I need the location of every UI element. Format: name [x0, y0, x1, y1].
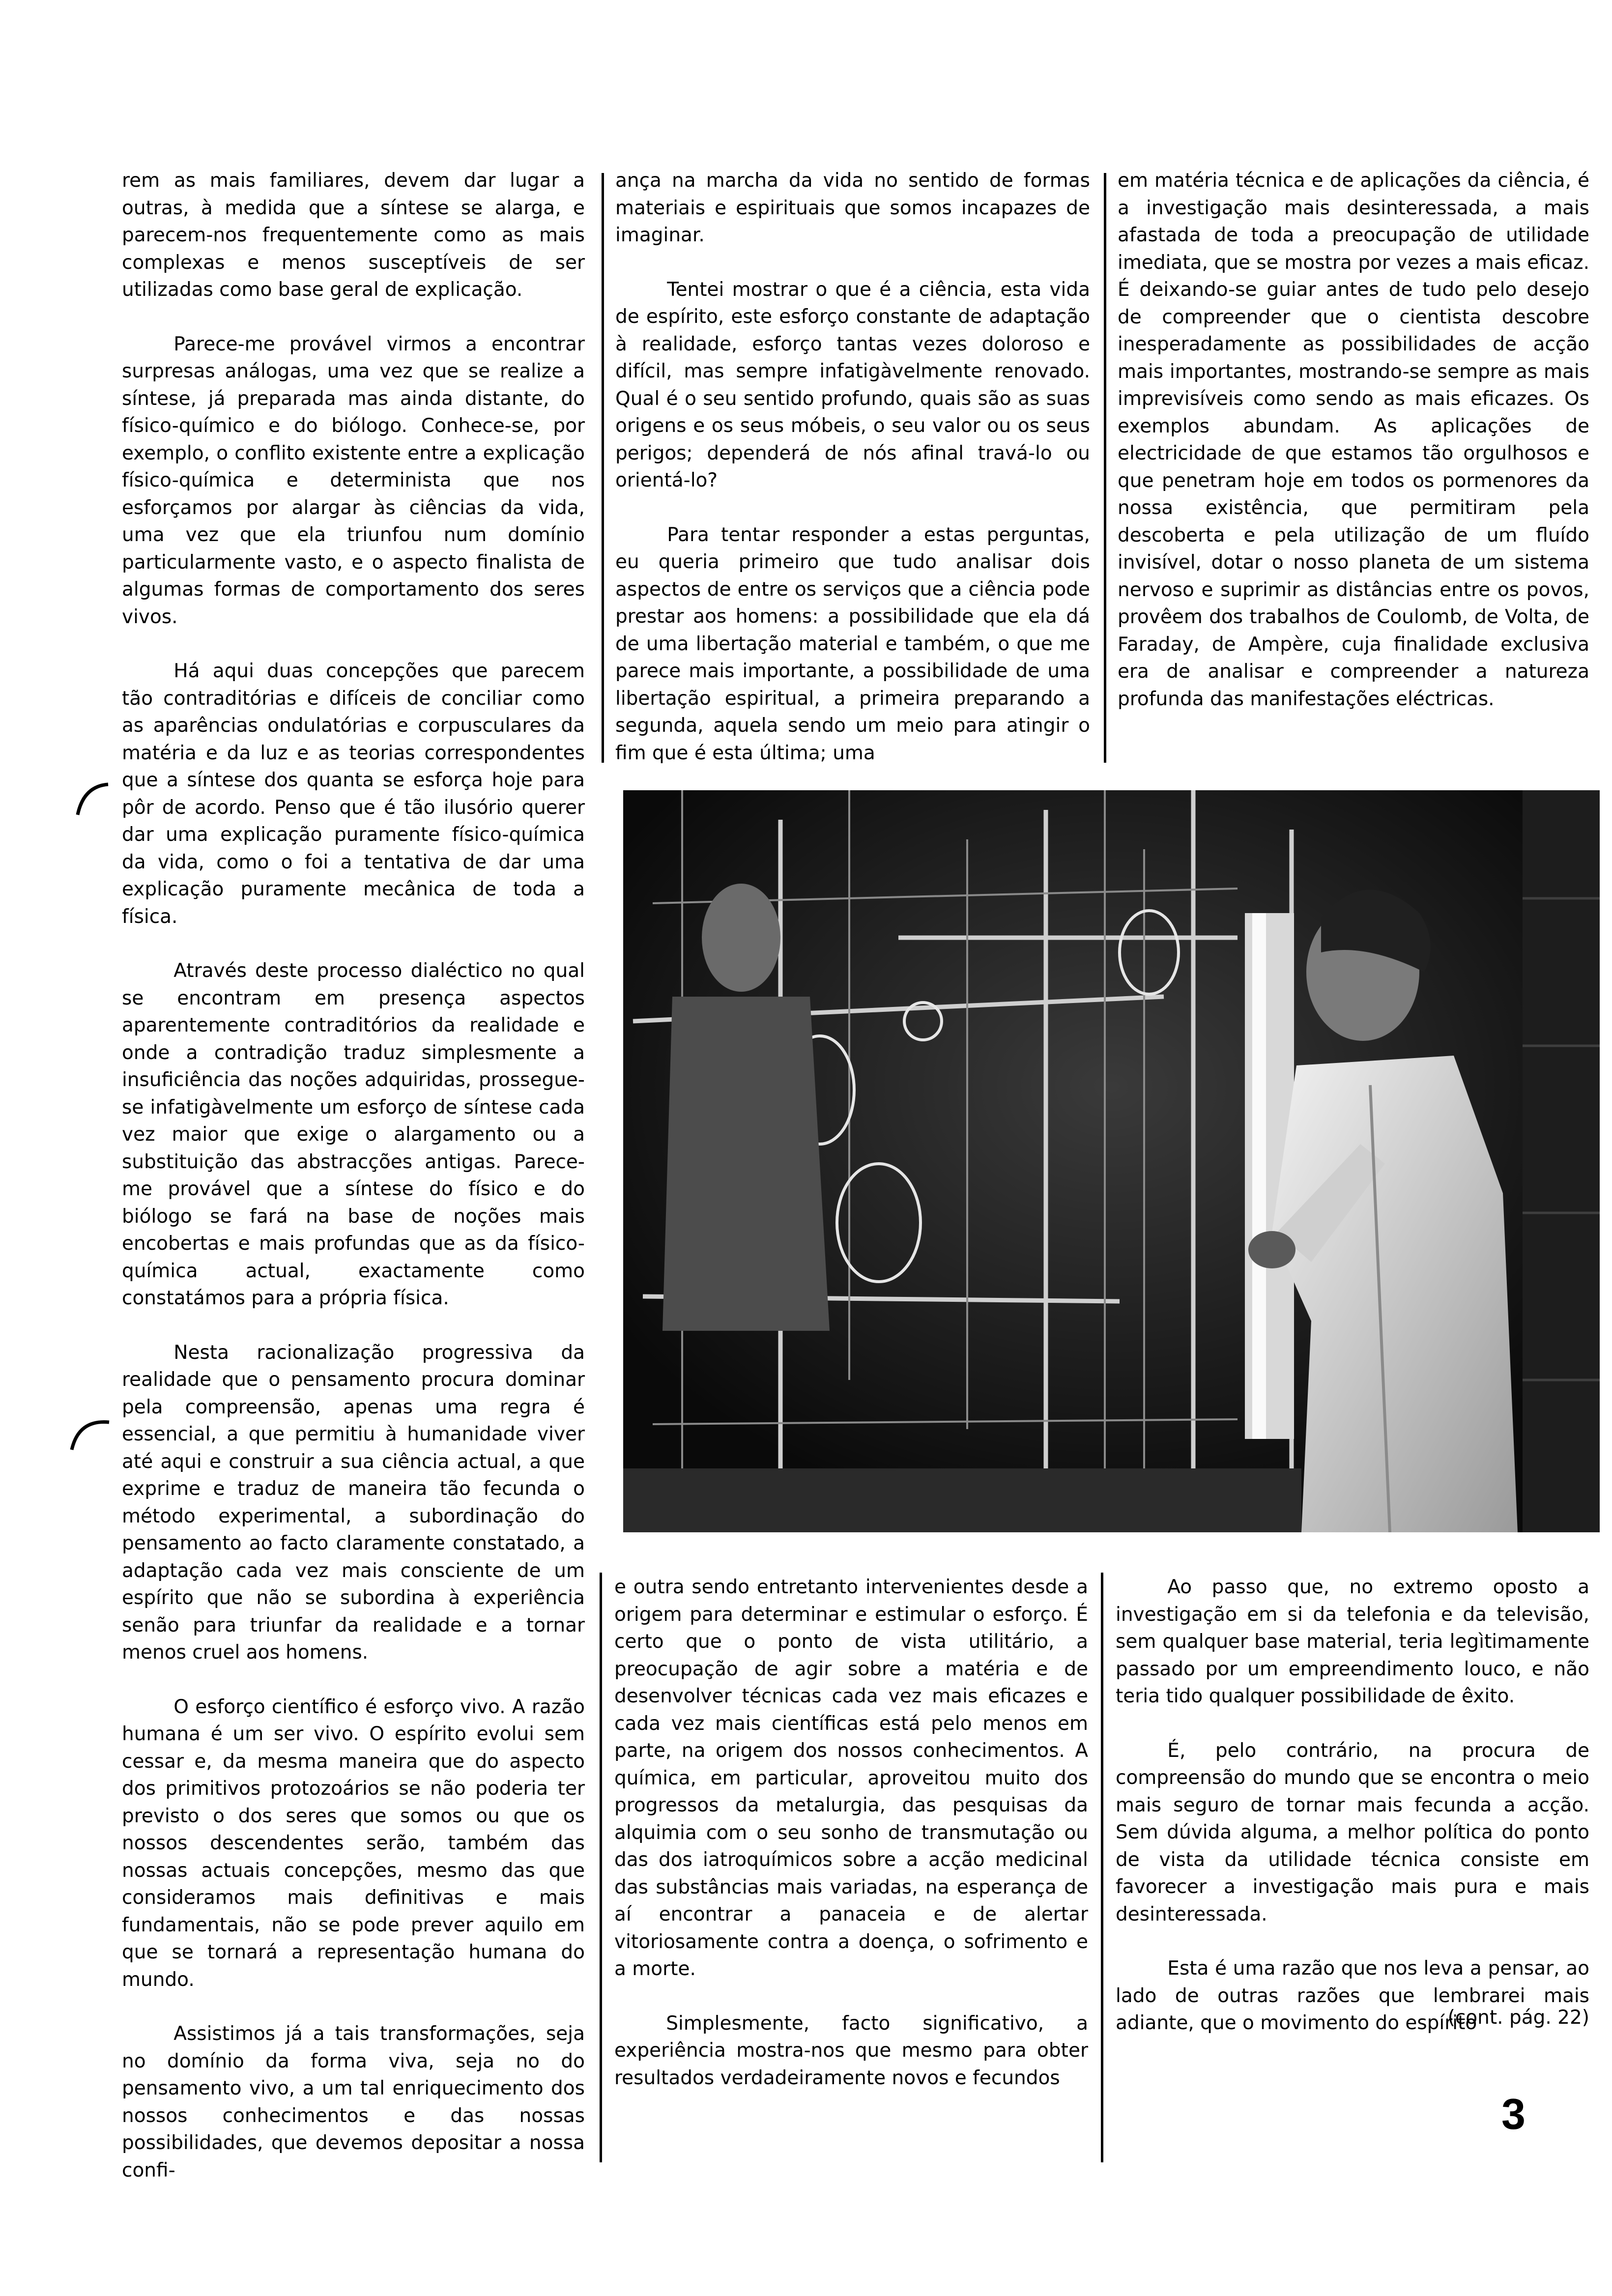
paragraph: rem as mais familiares, devem dar lugar a outras, à medida que a síntese se alarga, e parecem-nos frequentemente como as mais complexas e menos susceptíveis de ser utilizadas como base geral de explicação.: [122, 170, 585, 301]
text-column-left: [122, 167, 585, 2184]
column-rule-left-bottom: [600, 1573, 602, 2162]
margin-bracket-mark: [69, 1415, 113, 1455]
column-rule-right-bottom: [1101, 1573, 1103, 2162]
paragraph: ança na marcha da vida no sentido de formas materiais e espirituais que somos incapazes de imaginar.: [615, 170, 1090, 246]
paragraph: O esforço científico é esforço vivo. A razão humana é um ser vivo. O espírito evolui sem cessar e, da mesma maneira que do aspecto dos primitivos protozoários se não poderia ter previsto o dos seres que somos ou que os nossos descendentes serão, também das nossas actuais concepções, mesmo das que consideramos mais definitivas e mais fundamentais, não se pode prever aquilo em que se tornará a representação humana do mundo.: [122, 1695, 585, 1991]
paragraph: em matéria técnica e de aplicações da ciência, é a investigação mais desinteressada, a mais afastada de toda a preocupação de utilidade imediata, que se mostra por vezes a mais eficaz. É deixando-se guiar antes de tudo pelo desejo de compreender que o cientista descobre inesperadamente as possibilidades de acção mais importantes, mostrando-se sempre as mais imprevisíveis como sendo as mais eficazes. Os exemplos abundam. As aplicações de electricidade de que estamos tão orgulhosos e que penetram hoje em todos os pormenores da nossa existência, que permitiram pela descoberta e pela utilização de um fluído invisível, dotar o nosso planeta de um sistema nervoso e suprimir as distâncias entre os povos, provêem dos trabalhos de Coulomb, de Volta, de Faraday, de Ampère, cuja finalidade exclusiva era de analisar e compreender a natureza profunda das manifestações eléctricas.: [1118, 170, 1589, 710]
paragraph: Ao passo que, no extremo oposto a investigação em si da telefonia e da televisão, sem qualquer base material, teria legìtimamente passado por um empreendimento louco, e não teria tido qualquer possibilidade de êxito.: [1116, 1576, 1589, 1707]
laboratory-photograph: [623, 790, 1600, 1532]
page-number: 3: [1501, 2090, 1526, 2138]
text-column-middle-bottom: [614, 1574, 1088, 2092]
paragraph: Para tentar responder a estas perguntas, eu queria primeiro que tudo analisar dois aspectos de entre os serviços que a ciência pode prestar aos homens: a possibilidade que ela dá de uma libertação material e também, o que me parece mais importante, a possibilidade de uma libertação espiritual, a primeira preparando a segunda, aquela sendo um meio para atingir o fim que é esta última; uma: [615, 523, 1090, 764]
paragraph: e outra sendo entretanto intervenientes desde a origem para determinar e estimular o esforço. É certo que o ponto de vista utilitário, a preocupação de agir sobre a matéria e de desenvolver técnicas cada vez mais eficazes e cada vez mais científicas está pelo menos em parte, na origem dos nossos conhecimentos. A química, em particular, aproveitou muito dos progressos da metalurgia, das pesquisas da alquimia com o seu sonho de transmutação ou das dos iatroquímicos sobre a acção medicinal das substâncias mais variadas, na esperança de aí encontrar a panaceia e de alertar vitoriosamente contra a doença, o sofrimento e a morte.: [614, 1576, 1088, 1980]
paragraph: Através deste processo dialéctico no qual se encontram em presença aspectos aparentemente contraditórios da realidade e onde a contradição traduz simplesmente a insuficiência das noções adquiridas, prossegue-se infatigàvelmente um esforço de síntese cada vez maior que exige o alargamento ou a substituição das abstracções antigas. Parece-me provável que a síntese do físico e do biólogo se fará na base de noções mais encobertas e mais profundas que as da físico-química actual, exactamente como constatámos para a própria física.: [122, 960, 585, 1309]
column-rule-right-top: [1104, 173, 1106, 763]
paragraph: É, pelo contrário, na procura de compreensão do mundo que se encontra o meio mais seguro de tornar mais fecunda a acção. Sem dúvida alguma, a melhor política do ponto de vista da utilidade técnica consiste em favorecer a investigação mais pura e mais desinteressada.: [1116, 1739, 1589, 1925]
column-rule-left-top: [602, 173, 604, 763]
paragraph: Parece-me provável virmos a encontrar surpresas análogas, uma vez que se realize a síntese, já preparada mas ainda distante, do físico-químico e do biólogo. Conhece-se, por exemplo, o conflito existente entre a explicação físico-química e deterministа que nos esforçamos por alargar às ciências da vida, uma vez que ela triunfou num domínio particularmente vasto, e o aspecto finalista de algumas formas de comportamento dos seres vivos.: [122, 333, 585, 628]
continuation-note: (cont. pág. 22): [1447, 2007, 1589, 2029]
text-column-right-top: [1118, 167, 1589, 713]
paragraph: Simplesmente, facto significativo, a experiência mostra-nos que mesmo para obter resultados verdadeiramente novos e fecundos: [614, 2012, 1088, 2089]
paragraph: Esta é uma razão que nos leva a pensar, ao lado de outras razões que lembrarei mais adiante, que o movimento do espírito: [1116, 1957, 1589, 2034]
margin-bracket-mark: [74, 780, 113, 820]
paragraph: Assistimos já a tais transformações, seja no domínio da forma viva, seja no do pensamento vivo, a um tal enriquecimento dos nossos conhecimentos e das nossas possibilidades, que devemos depositar a nossa confi-: [122, 2023, 585, 2181]
text-column-middle-top: [615, 167, 1090, 767]
laboratory-photograph-drawing: [623, 790, 1600, 1532]
paragraph: Há aqui duas concepções que parecem tão contraditórias e difíceis de conciliar como as aparências ondulatórias e corpusculares da matéria e da luz e as teorias correspondentes que a síntese dos quanta se esforça hoje para pôr de acordo. Penso que é tão ilusório querer dar uma explicação puramente físico-química da vida, como o foi a tentativa de dar uma explicação puramente mecânica de toda a física.: [122, 660, 585, 928]
paragraph: Nesta racionalização progressiva da realidade que o pensamento procura dominar pela compreensão, apenas uma regra é essencial, a que permitiu à humanidade viver até aqui e construir a sua ciência actual, a que exprime e traduz de maneira tão fecunda o método experimental, a subordinação do pensamento ao facto claramente constatado, a adaptação cada vez mais consciente de um espírito que não se subordina à experiência senão para triunfar da realidade e a tornar menos cruel aos homens.: [122, 1341, 585, 1664]
paragraph: Tentei mostrar o que é a ciência, esta vida de espírito, este esforço constante de adaptação à realidade, esforço tantas vezes doloroso e difícil, mas sempre infatigàvelmente renovado. Qual é o seu sentido profundo, quais são as suas origens e os seus móbeis, o seu valor ou os seus perigos; dependerá de nós afinal travá-lo ou orientá-lo?: [615, 278, 1090, 491]
continuation-note-wrap: [1116, 1999, 1589, 2032]
text-column-right-bottom: [1116, 1574, 1589, 2037]
